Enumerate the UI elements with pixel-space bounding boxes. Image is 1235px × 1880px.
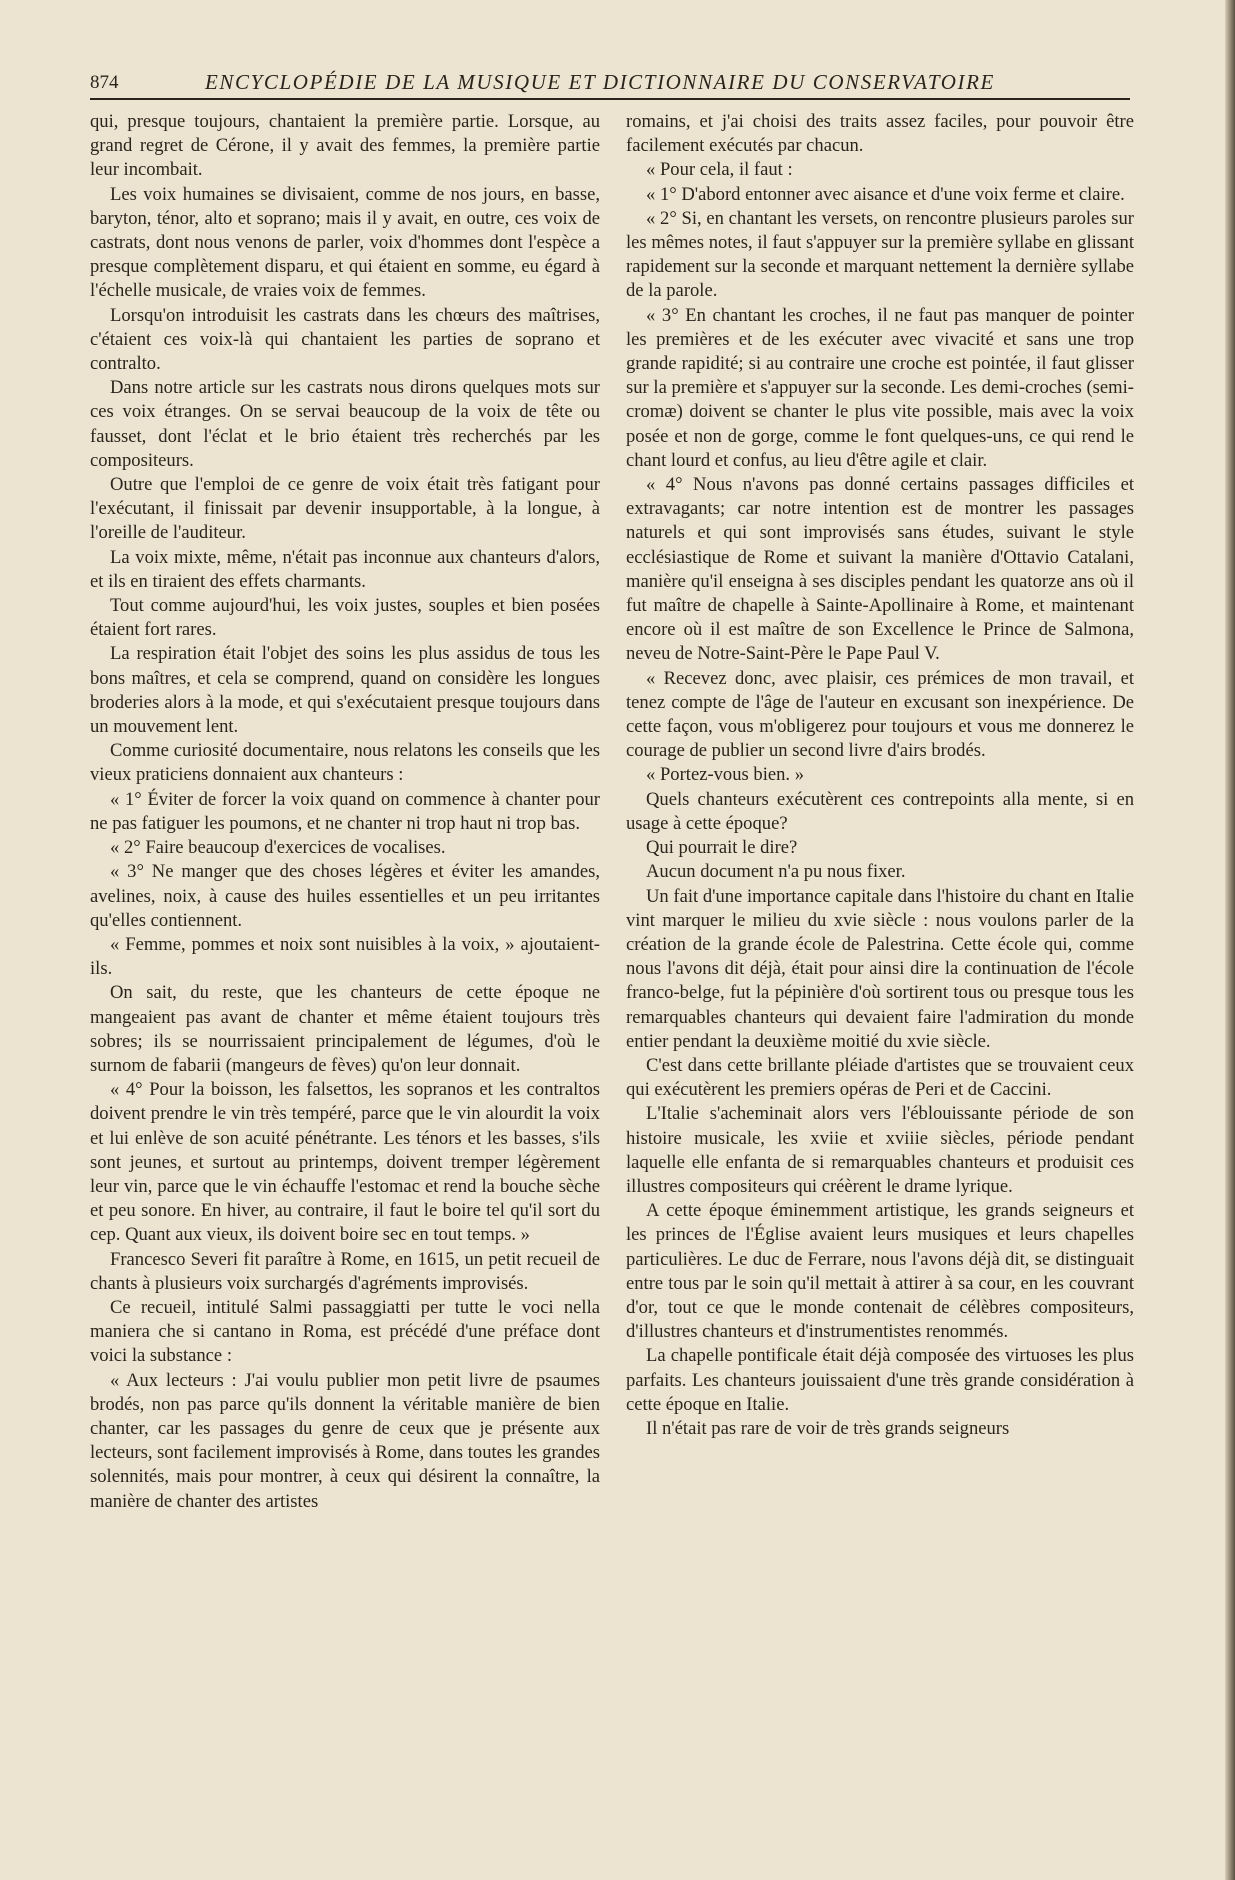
paragraph: « Femme, pommes et noix sont nuisibles à la voix, » ajoutaient-ils. (90, 933, 600, 980)
paragraph: « 2° Faire beaucoup d'exercices de vocalises. (110, 837, 446, 859)
paragraph: La chapelle pontificale était déjà composée des virtuoses les plus parfaits. Les chanteurs jouissaient d'une très grande considération à cette époque en Italie. (626, 1345, 1134, 1415)
left-column (90, 110, 600, 1514)
paragraph: romains, et j'ai choisi des traits assez faciles, pour pouvoir être facilement exécutés par chacun. (626, 111, 1134, 157)
paragraph: La voix mixte, même, n'était pas inconnue aux chanteurs d'alors, et ils en tiraient des effets charmants. (90, 546, 600, 592)
paragraph: Qui pourrait le dire? (646, 837, 798, 859)
paragraph: Ce recueil, intitulé Salmi passaggiatti per tutte le voci nella maniera che si cantano in Roma, est précédé d'une préface dont voici la substance : (90, 1296, 600, 1367)
paragraph: « Portez-vous bien. » (646, 764, 805, 786)
paragraph: Comme curiosité documentaire, nous relatons les conseils que les vieux praticiens donnaient aux chanteurs : (90, 740, 600, 786)
paragraph: Lorsqu'on introduisit les castrats dans les chœurs des maîtrises, c'étaient ces voix-là qui chantaient les parties de soprano et contralto. (90, 304, 600, 375)
paragraph: « 2° Si, en chantant les versets, on rencontre plusieurs paroles sur les mêmes notes, il faut s'appuyer sur la première syllabe en glissant rapidement sur la seconde et marquant nettement la dernière syllabe de la parole. (626, 207, 1134, 302)
page-header (90, 68, 1130, 100)
paragraph: qui, presque toujours, chantaient la première partie. Lorsque, au grand regret de Cérone, il y avait des femmes, la première partie leur incombait. (90, 111, 600, 181)
paragraph: « 1° D'abord entonner avec aisance et d'une voix ferme et claire. (646, 183, 1125, 205)
right-column (626, 110, 1134, 1441)
paragraph: Outre que l'emploi de ce genre de voix était très fatigant pour l'exécutant, il finissait par devenir insupportable, à la longue, à l'oreille de l'auditeur. (90, 474, 600, 544)
paragraph: « 3° Ne manger que des choses légères et éviter les amandes, avelines, noix, à cause des huiles essentielles et un peu irritantes qu'elles contiennent. (90, 861, 600, 931)
paragraph: « 4° Nous n'avons pas donné certains passages difficiles et extravagants; car notre intention est de montrer les passages naturels et qui sont improvisés sans études, suivant le style ecclésiastique de Rome et suivant la manière d'Ottavio Catalani, manière qu'il enseigna à ses disciples pendant les quatorze ans où il fut maître de chapelle à Sainte-Apollinaire à Rome, et maintenant encore où il est maître de son Excellence le Prince de Salmona, neveu de Notre-Saint-Père le Pape Paul V. (626, 474, 1134, 665)
paragraph: Francesco Severi fit paraître à Rome, en 1615, un petit recueil de chants à plusieurs voix surchargés d'agréments improvisés. (90, 1248, 600, 1294)
paragraph: A cette époque éminemment artistique, les grands seigneurs et les princes de l'Église avaient leurs musiques et leurs chapelles particulières. Le duc de Ferrare, nous l'avons déjà dit, se distinguait entre tous par le soin qu'il mettait à attirer à sa cour, en les couvrant d'or, tout ce que le monde contenait de célèbres compositeurs, d'illustres chanteurs et d'instrumentistes renommés. (626, 1200, 1134, 1343)
paragraph: « Pour cela, il faut : (646, 159, 793, 181)
paragraph: Il n'était pas rare de voir de très grands seigneurs (646, 1417, 1010, 1439)
paragraph: La respiration était l'objet des soins les plus assidus de tous les bons maîtres, et cela se comprend, quand on considère les longues broderies alors à la mode, et qui s'exécutaient presque toujours dans un mouvement lent. (90, 643, 600, 738)
page-number: 874 (90, 72, 119, 93)
paragraph: « Recevez donc, avec plaisir, ces prémices de mon travail, et tenez compte de l'âge de l'auteur en excusant son inexpérience. De cette façon, vous m'obligerez pour toujours et vous me donnerez le courage de publier un second livre d'airs brodés. (626, 667, 1134, 762)
paragraph: Aucun document n'a pu nous fixer. (646, 861, 906, 883)
running-title: ENCYCLOPÉDIE DE LA MUSIQUE ET DICTIONNAIRE DU CONSERVATOIRE (205, 70, 995, 94)
paragraph: Dans notre article sur les castrats nous dirons quelques mots sur ces voix étranges. On se servai beaucoup de la voix de tête ou fausset, dont l'éclat et le brio étaient très recherchés par les compositeurs. (90, 377, 600, 471)
paragraph: L'Italie s'acheminait alors vers l'éblouissante période de son histoire musicale, les xviie et xviiie siècles, période pendant laquelle elle enfanta de si remarquables chanteurs et produisit ces illustres compositeurs qui créèrent le drame lyrique. (626, 1103, 1134, 1197)
paragraph: C'est dans cette brillante pléiade d'artistes que se trouvaient ceux qui exécutèrent les premiers opéras de Peri et de Caccini. (626, 1054, 1134, 1101)
paragraph: « 1° Éviter de forcer la voix quand on commence à chanter pour ne pas fatiguer les poumons, et ne chanter ni trop haut ni trop bas. (90, 788, 600, 834)
paragraph: Un fait d'une importance capitale dans l'histoire du chant en Italie vint marquer le milieu du xvie siècle : nous voulons parler de la création de la grande école de Palestrina. Cette école qui, comme nous l'avons dit déjà, était pour ainsi dire la continuation de l'école franco-belge, fut la pépinière d'où sortirent tous ou presque tous les remarquables chanteurs qui devaient faire l'admiration du monde entier pendant la deuxième moitié du xvie siècle. (626, 885, 1134, 1052)
paragraph: « Aux lecteurs : J'ai voulu publier mon petit livre de psaumes brodés, non pas parce qu'ils donnent la véritable manière de bien chanter, car les passages du genre de ceux que je présente aux lecteurs, sont facilement improvisés à Rome, dans toutes les grandes solennités, mais pour montrer, à ceux qui désirent la connaître, la manière de chanter des artistes (90, 1369, 600, 1512)
paragraph: On sait, du reste, que les chanteurs de cette époque ne mangeaient pas avant de chanter et même étaient toujours très sobres; ils se nourrissaient principalement de légumes, d'où le surnom de fabarii (mangeurs de fèves) qu'on leur donnait. (90, 982, 600, 1076)
paragraph: Quels chanteurs exécutèrent ces contrepoints alla mente, si en usage à cette époque? (626, 788, 1134, 834)
paragraph: « 4° Pour la boisson, les falsettos, les sopranos et les contraltos doivent prendre le vin très tempéré, parce que le vin alourdit la voix et lui enlève de son acuité pénétrante. Les ténors et les basses, s'ils sont jeunes, et surtout au printemps, doivent tremper légèrement leur vin, parce que le vin échauffe l'estomac et rend la bouche sèche et peu sonore. En hiver, au contraire, il faut le boire tel qu'il sort du cep. Quant aux vieux, ils doivent boire sec en tout temps. » (90, 1079, 600, 1246)
page-edge (1225, 0, 1235, 1880)
header-rule (90, 98, 1130, 100)
paragraph: Les voix humaines se divisaient, comme de nos jours, en basse, baryton, ténor, alto et soprano; mais il y avait, en outre, ces voix de castrats, dont nous venons de parler, voix d'hommes dont l'espèce a presque complètement disparu, et qui étaient en somme, eu égard à l'échelle musicale, de vraies voix de femmes. (90, 183, 600, 302)
paragraph: Tout comme aujourd'hui, les voix justes, souples et bien posées étaient fort rares. (90, 595, 600, 641)
paragraph: « 3° En chantant les croches, il ne faut pas manquer de pointer les premières et de les exécuter avec vivacité et sans une trop grande rapidité; si au contraire une croche est pointée, il faut glisser sur la première et s'appuyer sur la seconde. Les demi-croches (semi-cromæ) doivent se chanter le plus vite possible, mais avec la voix posée et non de gorge, comme le font quelques-uns, ce qui rend le chant lourd et confus, au lieu d'être agile et clair. (626, 304, 1134, 471)
